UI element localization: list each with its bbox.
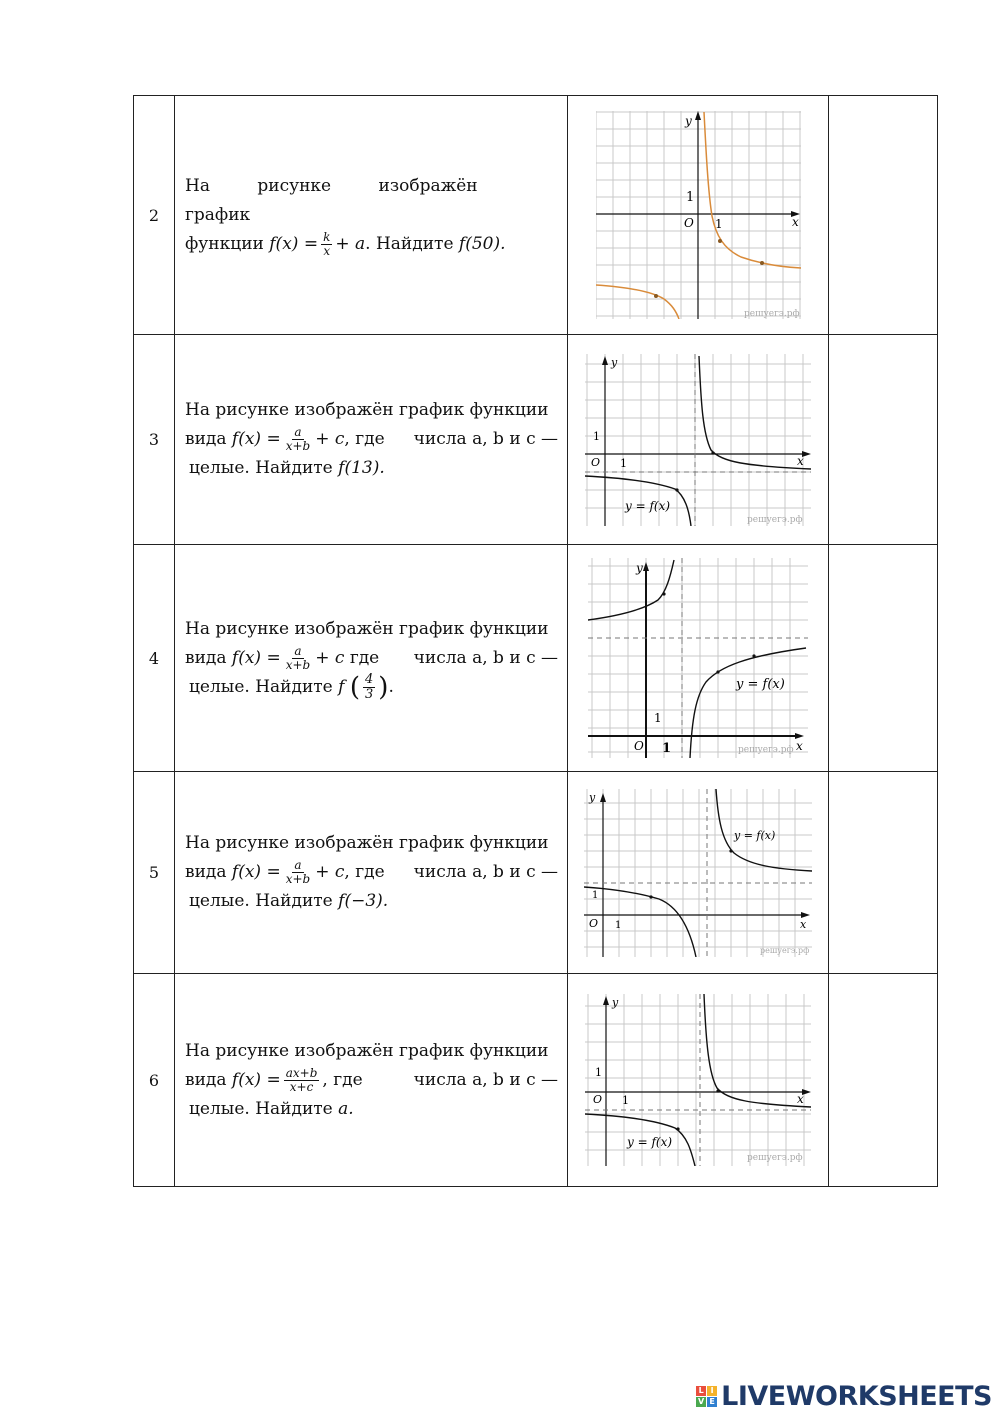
task-number: 5 xyxy=(134,772,175,974)
watermark: решуегэ.рф xyxy=(747,1153,803,1163)
curve-right xyxy=(704,994,811,1107)
task-row xyxy=(134,96,938,335)
curve-label: y = f(x) xyxy=(627,1135,673,1149)
task-line: целые. Найдите f(13). xyxy=(189,458,385,478)
curve-label: y = f(x) xyxy=(736,677,785,692)
answer-cell[interactable] xyxy=(829,545,938,772)
task-number: 4 xyxy=(134,545,175,772)
answer-cell[interactable] xyxy=(829,974,938,1187)
origin-label: O xyxy=(634,739,644,753)
unit-y-label: 1 xyxy=(595,1066,602,1079)
task-line: вида f(x) = $\frac{a}{x+b}$ + c где числа a, b и c — xyxy=(185,643,558,672)
task-line xyxy=(185,172,558,230)
task-text-line: На рисунке изображён график xyxy=(185,175,478,225)
answer-cell[interactable] xyxy=(829,96,938,335)
unit-x-label: 1 xyxy=(620,456,627,470)
curve-left xyxy=(588,560,674,620)
task-row xyxy=(134,545,938,772)
graph-hyperbola-5 xyxy=(584,789,812,957)
task-number: 6 xyxy=(134,974,175,1187)
task-text xyxy=(175,545,568,772)
curve-label: y = f(x) xyxy=(625,498,671,513)
graph-cell xyxy=(568,96,829,335)
curve-right xyxy=(690,648,806,758)
task-text xyxy=(175,974,568,1187)
origin-label: O xyxy=(593,1093,603,1106)
unit-y-label: 1 xyxy=(592,889,599,901)
watermark: решуегэ.рф xyxy=(747,514,803,525)
y-label: y xyxy=(636,561,643,575)
origin-label: O xyxy=(589,916,599,930)
task-row xyxy=(134,335,938,545)
unit-y-label: 1 xyxy=(654,711,662,725)
unit-y-label: 1 xyxy=(593,429,600,443)
unit-x-label: 1 xyxy=(622,1094,629,1107)
unit-y-label: 1 xyxy=(685,190,694,205)
task-line: вида f(x) = $\frac{ax+b}{x+c}$ , где числа a, b и c — xyxy=(185,1065,558,1094)
task-text xyxy=(175,335,568,545)
origin-label: O xyxy=(591,455,601,469)
logo-text: LIVEWORKSHEETS xyxy=(721,1380,992,1412)
graph-hyperbola-6 xyxy=(585,994,811,1166)
task-text xyxy=(175,772,568,974)
graph-hyperbola-orange xyxy=(596,111,801,319)
task-text-line: На рисунке изображён график функции xyxy=(185,1040,549,1061)
y-label: y xyxy=(611,355,618,369)
task-number: 2 xyxy=(134,96,175,335)
origin-label: O xyxy=(683,216,694,230)
graph-cell xyxy=(568,974,829,1187)
task-line: целые. Найдите f ( $\frac{4}{3}$ ). xyxy=(189,671,394,702)
task-line: целые. Найдите f(−3). xyxy=(189,891,389,911)
task-text-line: На рисунке изображён график функции xyxy=(185,400,549,420)
curve-right xyxy=(704,112,801,268)
unit-x-label: 1 xyxy=(615,919,622,931)
task-line: целые. Найдите a. xyxy=(189,1098,354,1119)
fraction: $\frac{a}{x+b}$ xyxy=(285,425,311,453)
x-label: x xyxy=(797,1092,804,1106)
watermark: решуегэ.рф xyxy=(743,309,799,319)
task-text-line: На рисунке изображён график функции xyxy=(185,833,549,853)
graph-cell xyxy=(568,335,829,545)
unit-x-label: 1 xyxy=(662,741,672,756)
task-text xyxy=(175,96,568,335)
graph-cell xyxy=(568,772,829,974)
graph-cell xyxy=(568,545,829,772)
curve-left xyxy=(596,285,679,319)
watermark: решуегэ.рф xyxy=(760,945,810,955)
task-row xyxy=(134,974,938,1187)
logo-mark-icon: L I V E xyxy=(696,1386,717,1407)
answer-cell[interactable] xyxy=(829,772,938,974)
answer-cell[interactable] xyxy=(829,335,938,545)
fraction: $\frac{4}{3}$ xyxy=(365,671,374,702)
fraction: $\frac{ax+b}{x+c}$ xyxy=(285,1065,318,1094)
fraction: $\frac{a}{x+b}$ xyxy=(285,858,311,886)
y-label: y xyxy=(684,114,692,128)
task-line: вида f(x) = $\frac{a}{x+b}$ + c, где числа a, b и c — xyxy=(185,425,558,453)
y-label: y xyxy=(612,996,619,1009)
graph-hyperbola-3 xyxy=(585,354,811,526)
unit-x-label: 1 xyxy=(714,217,723,231)
task-line: функции f(x) = $\frac{k}{x}$ + a. Найдите f(50). xyxy=(185,229,506,258)
task-row xyxy=(134,772,938,974)
task-number: 3 xyxy=(134,335,175,545)
liveworksheets-logo[interactable] xyxy=(696,1380,992,1412)
curve-label: y = f(x) xyxy=(734,828,776,842)
curve-right xyxy=(699,356,811,469)
x-label: x xyxy=(791,215,799,229)
task-text-line: На рисунке изображён график функции xyxy=(185,618,549,639)
graph-hyperbola-4 xyxy=(588,558,808,758)
x-label: x xyxy=(797,453,804,468)
x-label: x xyxy=(796,739,803,753)
fraction: $\frac{a}{x+b}$ xyxy=(285,643,311,672)
x-label: x xyxy=(800,917,807,931)
fraction: $\frac{k}{x}$ xyxy=(323,229,331,258)
worksheet-table xyxy=(133,95,938,1187)
watermark: решуегэ.рф xyxy=(738,745,794,755)
y-label: y xyxy=(589,790,596,804)
task-line: вида f(x) = $\frac{a}{x+b}$ + c, где числа a, b и c — xyxy=(185,858,558,886)
